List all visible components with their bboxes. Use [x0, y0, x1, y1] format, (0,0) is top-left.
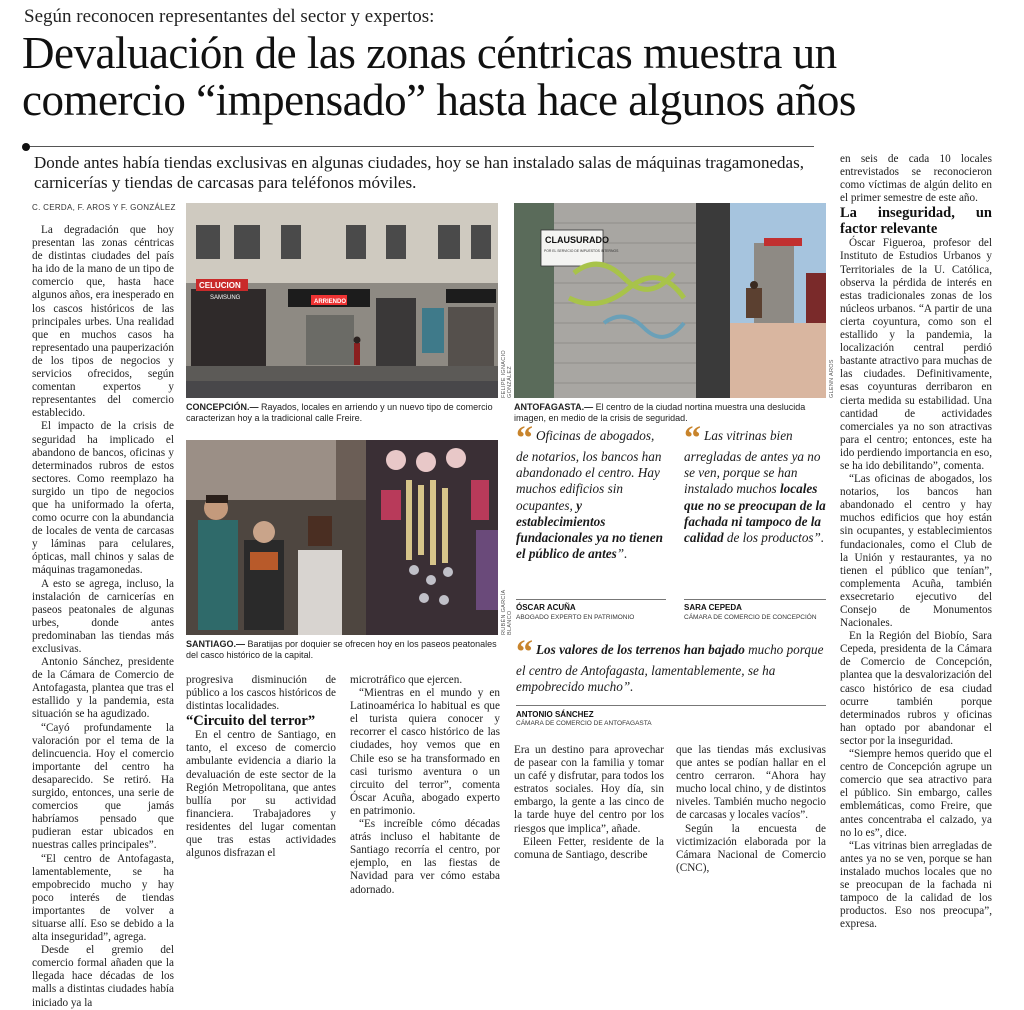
caption-text: Baratijas por doquier se ofrecen hoy en los paseos peatonales del casco histórico de la capital. — [186, 639, 497, 660]
caption-text: El centro de la ciudad nortina muestra una deslucida imagen, en medio de la crisis de seguridad. — [514, 402, 806, 423]
santiago-street-vendors-image — [186, 440, 498, 635]
quote-mark-icon: “ — [516, 634, 533, 671]
caption-place: CONCEPCIÓN.— — [186, 402, 259, 412]
photo-credit-concepcion: FELIPE IGNACIO GONZÁLEZ — [501, 350, 513, 398]
article-column-1 — [32, 224, 174, 1010]
paragraph: en seis de cada 10 locales entrevistados se reconocieron como víctimas de algún delito en el primer semestre de este año. — [840, 153, 992, 205]
paragraph: Desde el gremio del comercio formal añaden que la llegada hace décadas de los malls a distintas ciudades había iniciado ya la — [32, 944, 174, 1009]
caption-text: Rayados, locales en arriendo y un nuevo tipo de comercio caracterizan hoy a la tradicional calle Freire. — [186, 402, 493, 423]
paragraph: “Las oficinas de abogados, los notarios, los bancos han abandonado el centro y hay muchos edificios que hoy están sin ocupantes, y establecimientos fundacionales, como el Club de la Unión y restaurantes, ya no tienen el público que tenían”, complementa Acuña, también exsecretario ejecutivo del Consejo de Monumentos Nacionales. — [840, 473, 992, 630]
quote-rule — [516, 705, 826, 706]
quote-text: Las vitrinas bien arregladas de antes ya no se ven, porque se han instalado muchos — [684, 428, 821, 497]
quote-author-name: ÓSCAR ACUÑA — [516, 603, 576, 612]
sign-arriendo: ARRIENDO — [314, 299, 347, 305]
paragraph: Óscar Figueroa, profesor del Instituto de Estudios Urbanos y Territoriales de la U. Católica, observa la pérdida de interés en estas tradicionales zonas de los núcleos urbanos. “A partir de una cierta coyuntura, como son el estallido y la pandemia, la localización central perdió bastante atractivo para muchas de las ciudades. Definitivamente, esas coyunturas derribaron en cierta medida su estabilidad. Una cantidad de actividades comerciales ya no son atractivas para el centro; entonces, este ha ido perdiendo importancia en eso, se ha ido debilitando”, comenta. — [840, 237, 992, 472]
headline-line-1: Devaluación de las zonas céntricas muestra un — [22, 28, 837, 78]
article-column-4 — [514, 744, 664, 862]
quote-text-end: de los productos”. — [723, 530, 825, 546]
caption-santiago — [186, 639, 498, 661]
sign-celucion: CELUCION — [199, 281, 241, 290]
paragraph: Según la encuesta de victimización elaborada por la Cámara Nacional de Comercio (CNC), — [676, 822, 826, 874]
quote-text-bold: y establecimientos fundacionales ya no tienen el público de antes — [516, 497, 663, 562]
sign-sii: POR EL SERVICIO DE IMPUESTOS INTERNOS — [544, 249, 619, 253]
headline — [22, 30, 1012, 124]
quote-author-role: CÁMARA DE COMERCIO DE ANTOFAGASTA — [516, 720, 652, 727]
headline-line-2: comercio “impensado” hasta hace algunos años — [22, 75, 856, 125]
quote-author-role: CÁMARA DE COMERCIO DE CONCEPCIÓN — [684, 614, 817, 621]
paragraph: Eileen Fetter, residente de la comuna de Santiago, describe — [514, 835, 664, 861]
quote-text: Oficinas de abogados, de notarios, los bancos han abandonado el centro. Hay muchos edificios sin ocupantes, — [516, 428, 662, 513]
photo-antofagasta — [514, 203, 826, 398]
bullet-dot-icon — [22, 143, 30, 151]
pull-quote-cepeda — [684, 420, 826, 546]
quote-mark-icon: “ — [516, 420, 533, 457]
sign-samsung: SAMSUNG — [210, 295, 241, 301]
paragraph: En la Región del Biobío, Sara Cepeda, presidenta de la Cámara de Comercio de Concepción, plantea que la desvalorización del casco histórico de esa ciudad ocurre también porque determinados rubros y oficinas han optado por abandonar el sector por la inseguridad. — [840, 630, 992, 747]
article-column-5 — [676, 744, 826, 875]
quote-author-role: ABOGADO EXPERTO EN PATRIMONIO — [516, 614, 635, 621]
quote-text-bold: Los valores de los terrenos han bajado — [536, 642, 745, 657]
paragraph: Era un destino para aprovechar de pasear con la familia y tomar un café y disfrutar, para todos los estratos sociales. Hoy día, sin embargo, la gente a las cinco de la tarde huye del centro por los riesgos que implica”, añade. — [514, 744, 664, 835]
quote-rule — [516, 599, 666, 600]
paragraph: progresiva disminución de público a los cascos históricos de distintas localidades. — [186, 674, 336, 713]
paragraph: “Las vitrinas bien arregladas de antes ya no se ven, porque se han instalado muchos locales que no se preocupan de la fachada ni tampoco de la calidad de los productos. Eso nos preocupa”, expresa. — [840, 839, 992, 931]
pull-quote-acuna — [516, 420, 666, 562]
article-column-3 — [350, 674, 500, 897]
article-column-2 — [186, 674, 336, 860]
quote-rule — [684, 599, 826, 600]
photo-credit-antofagasta: GLENN AROS — [829, 359, 835, 398]
photo-santiago — [186, 440, 498, 635]
paragraph: “El centro de Antofagasta, lamentablemente, se ha empobrecido mucho y hay poco interés de tiendas importantes de volver a situarse allí. Eso se debido a la alta inseguridad”, agrega. — [32, 852, 174, 944]
paragraph: La degradación que hoy presentan las zonas céntricas de distintas ciudades del país ha ido de la mano de un tipo de comercio que, hasta hace algunos años, era inesperado en los cascos históricos de las principales urbes. Una realidad que en muchos casos ha representado una pauperización de los tipos de negocios y servicios ofrecidos, según comentan expertos y representantes del comercio establecido. — [32, 224, 174, 420]
pull-quote-sanchez — [516, 634, 826, 695]
quote-author-name: ANTONIO SÁNCHEZ — [516, 710, 594, 719]
paragraph: “Cayó profundamente la valoración por el tema de la delincuencia. Hoy el comercio importante del centro ha desaparecido. Se retiró. Ha surgido, entonces, una serie de comercios que jamás habríamos pensado que pudieran estar ubicados en nuestras calles principales”. — [32, 721, 174, 852]
sign-clausurado: CLAUSURADO — [545, 235, 609, 245]
paragraph: que las tiendas más exclusivas que antes se podían hallar en el centro cerraron. “Ahora hay mucho local chino, y de distintos niveles. También mucho negocio de carcasas y locales vacíos”. — [676, 744, 826, 822]
byline: C. CERDA, F. AROS Y F. GONZÁLEZ — [32, 203, 176, 212]
quote-text-bold: locales que no se preocupan de la fachada ni tampoco de la calidad — [684, 481, 826, 546]
concepcion-street-image — [186, 203, 498, 398]
subhead: Donde antes había tiendas exclusivas en algunas ciudades, hoy se han instalado salas de máquinas tragamonedas, carnicerías y tiendas de carcasas para teléfonos móviles. — [34, 153, 804, 192]
header-rule — [24, 146, 814, 147]
quote-text-end: ”. — [616, 546, 628, 562]
caption-place: ANTOFAGASTA.— — [514, 402, 594, 412]
paragraph: El impacto de la crisis de seguridad ha implicado el abandono de bancos, oficinas y determinados rubros de estos sectores. Como reemplazo ha surgido un tipo de negocios que ha uniformado la oferta, como ocurre con la abundancia de locales de venta de carcasas y láminas para celulares, ópticas, mall chinos y salas de máquinas tragamonedas. — [32, 420, 174, 577]
paragraph: En el centro de Santiago, en tanto, el exceso de comercio ambulante evidencia a diario la devaluación de este sector de la Región Metropolitana, que antes bullía por su actividad financiera. Trabajadores y residentes del lugar comentan que tras estas actividades algunos disfrazan el — [186, 729, 336, 860]
caption-place: SANTIAGO.— — [186, 639, 246, 649]
paragraph: “Mientras en el mundo y en Latinoamérica lo habitual es que el turista quiera conocer y recorrer el casco histórico de las ciudades, hoy vemos que en Chile eso se ha transformado en casi turismo aventura o un circuito del terror”, comenta Óscar Acuña, abogado experto en patrimonio. — [350, 687, 500, 817]
caption-antofagasta — [514, 402, 824, 424]
photo-concepcion — [186, 203, 498, 398]
paragraph: “Siempre hemos querido que el centro de Concepción agrupe un comercio que sea atractivo para el público. Sin embargo, calles emblemáticas, como Freire, que antes concentraba el calzado, ya no lo es”, dice. — [840, 748, 992, 839]
paragraph: A esto se agrega, incluso, la instalación de carnicerías en paseos peatonales de algunas urbes, donde antes predominaban las tiendas más exclusivas. — [32, 577, 174, 655]
kicker: Según reconocen representantes del sector y expertos: — [24, 6, 435, 27]
antofagasta-shutter-image — [514, 203, 826, 398]
quote-mark-icon: “ — [684, 420, 701, 457]
section-heading-inseguridad: La inseguridad, un factor relevante — [840, 205, 992, 238]
quote-author-name: SARA CEPEDA — [684, 603, 742, 612]
photo-credit-santiago: RUBÉN GARCÍA BLANCO — [501, 589, 513, 635]
paragraph: microtráfico que ejercen. — [350, 674, 463, 686]
section-heading-circuito: “Circuito del terror” — [186, 713, 316, 730]
paragraph: “Es increíble cómo décadas atrás incluso el habitante de Santiago recorría el centro, por ejemplo, en las fiestas de Navidad para ver cómo estaba adornado. — [350, 818, 500, 896]
paragraph: Antonio Sánchez, presidente de la Cámara de Comercio de Antofagasta, plantea que tras el estallido y la pandemia, esta situación se ha agudizado. — [32, 656, 174, 721]
quote-text: mucho porque el centro de Antofagasta, lamentablemente, se ha empobrecido mucho”. — [516, 642, 824, 695]
article-column-6 — [840, 153, 992, 931]
caption-concepcion — [186, 402, 498, 424]
